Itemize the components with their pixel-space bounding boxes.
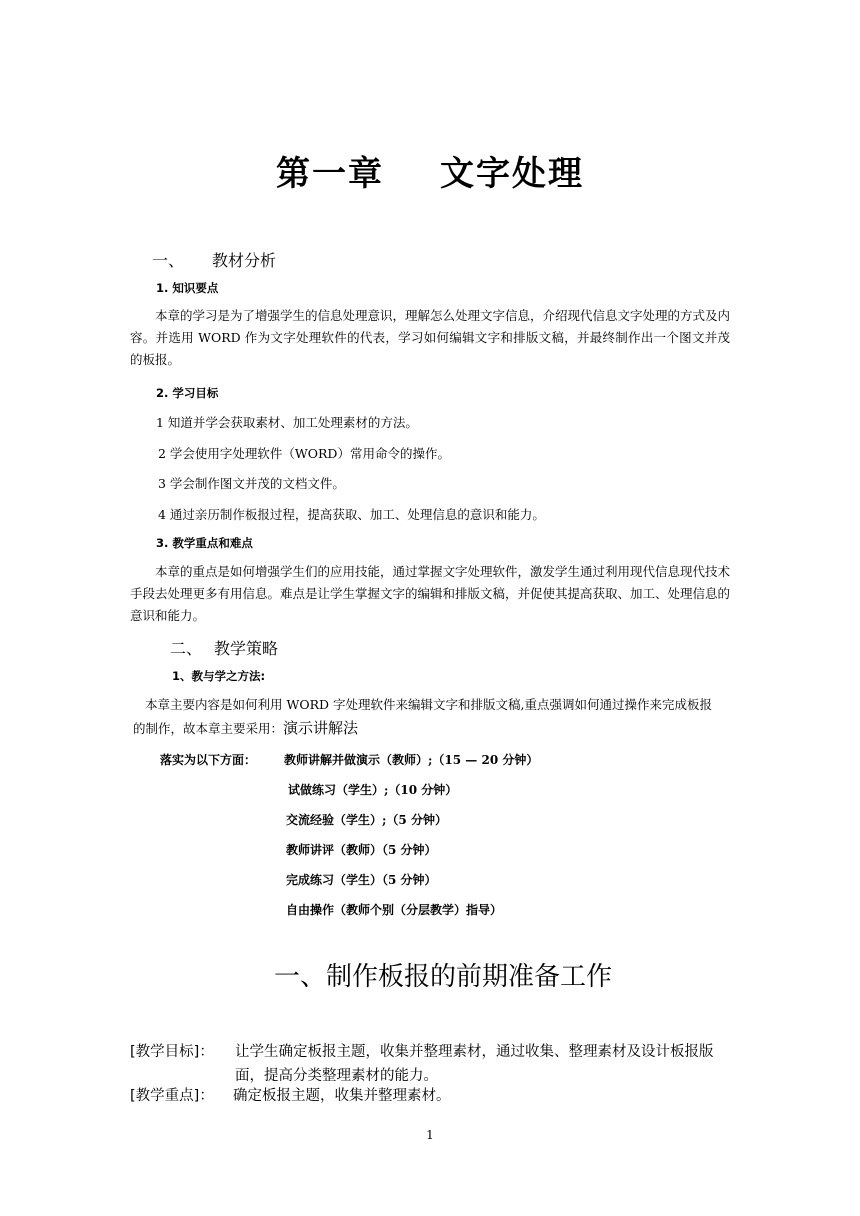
goal-item: 3 学会制作图文并茂的文档文件。: [158, 476, 345, 491]
methods-text: 的制作，故本章主要采用：: [133, 721, 284, 736]
paragraph-methods-line1: 本章主要内容是如何利用 WORD 字处理软件来编辑文字和排版文稿,重点强调如何通过操作来完成板报: [145, 697, 712, 712]
goal-text: 让学生确定板报主题，收集并整理素材，通过收集、整理素材及设计板报版面，提高分类整理素材的能力。: [235, 1044, 714, 1084]
section-heading-2: [170, 636, 278, 659]
goal-item: 2 学会使用字处理软件（WORD）常用命令的操作。: [158, 446, 450, 461]
schedule-item: 完成练习（学生）（5 分钟）: [286, 873, 437, 887]
chapter-title: [0, 146, 860, 195]
page-number: 1: [426, 1128, 434, 1142]
section-label: 教学策略: [214, 639, 279, 658]
schedule-item: 教师讲评（教师）（5 分钟）: [286, 843, 437, 857]
paragraph-methods-line2: [133, 717, 358, 740]
goal-item: 4 通过亲历制作板报过程，提高获取、加工、处理信息的意识和能力。: [158, 507, 545, 522]
lesson-focus: [130, 1084, 740, 1108]
methods-emphasis: 演示讲解法: [283, 719, 359, 737]
schedule-lead: 落实为以下方面：: [160, 753, 257, 767]
section-number: 二、: [170, 639, 203, 658]
paragraph-knowledge: 本章的学习是为了增强学生的信息处理意识，理解怎么处理文字信息，介绍现代信息文字处理的方式及内容。并选用 WORD 作为文字处理软件的代表，学习如何编辑文字和排版文稿，并最终制作出一个图文并茂的板报。: [130, 308, 731, 367]
lesson-goal: [130, 1040, 740, 1088]
focus-text: 确定板报主题，收集并整理素材。: [233, 1088, 451, 1104]
focus-label: [教学重点]：: [130, 1088, 214, 1104]
chapter-number: 第一章: [276, 154, 384, 194]
subheading-keypoints: 3. 教学重点和难点: [156, 536, 253, 550]
subheading-goals: 2. 学习目标: [156, 386, 219, 400]
goal-item: 1 知道并学会获取素材、加工处理素材的方法。: [156, 415, 418, 430]
subheading-knowledge: 1. 知识要点: [156, 281, 219, 295]
lesson-title: 一、制作板报的前期准备工作: [273, 962, 612, 992]
goal-label: [教学目标]：: [130, 1044, 214, 1060]
schedule-item: 交流经验（学生）;（5 分钟）: [286, 813, 447, 827]
section-number: 一、: [152, 251, 185, 270]
schedule-item: 试做练习（学生）;（10 分钟）: [288, 783, 458, 797]
chapter-name: 文字处理: [440, 154, 584, 194]
paragraph-keypoints: 本章的重点是如何增强学生们的应用技能，通过掌握文字处理软件，激发学生通过利用现代信息现代技术手段去处理更多有用信息。难点是让学生掌握文字的编辑和排版文稿，并促使其提高获取、加工、处理信息的意识和能力。: [130, 564, 731, 623]
section-heading-1: [152, 248, 276, 271]
section-label: 教材分析: [212, 251, 277, 270]
schedule-item: 自由操作（教师个别（分层教学）指导）: [286, 903, 503, 917]
schedule-item: 教师讲解并做演示（教师）;（15 — 20 分钟）: [284, 753, 539, 767]
subheading-methods: 1、教与学之方法:: [172, 669, 266, 683]
